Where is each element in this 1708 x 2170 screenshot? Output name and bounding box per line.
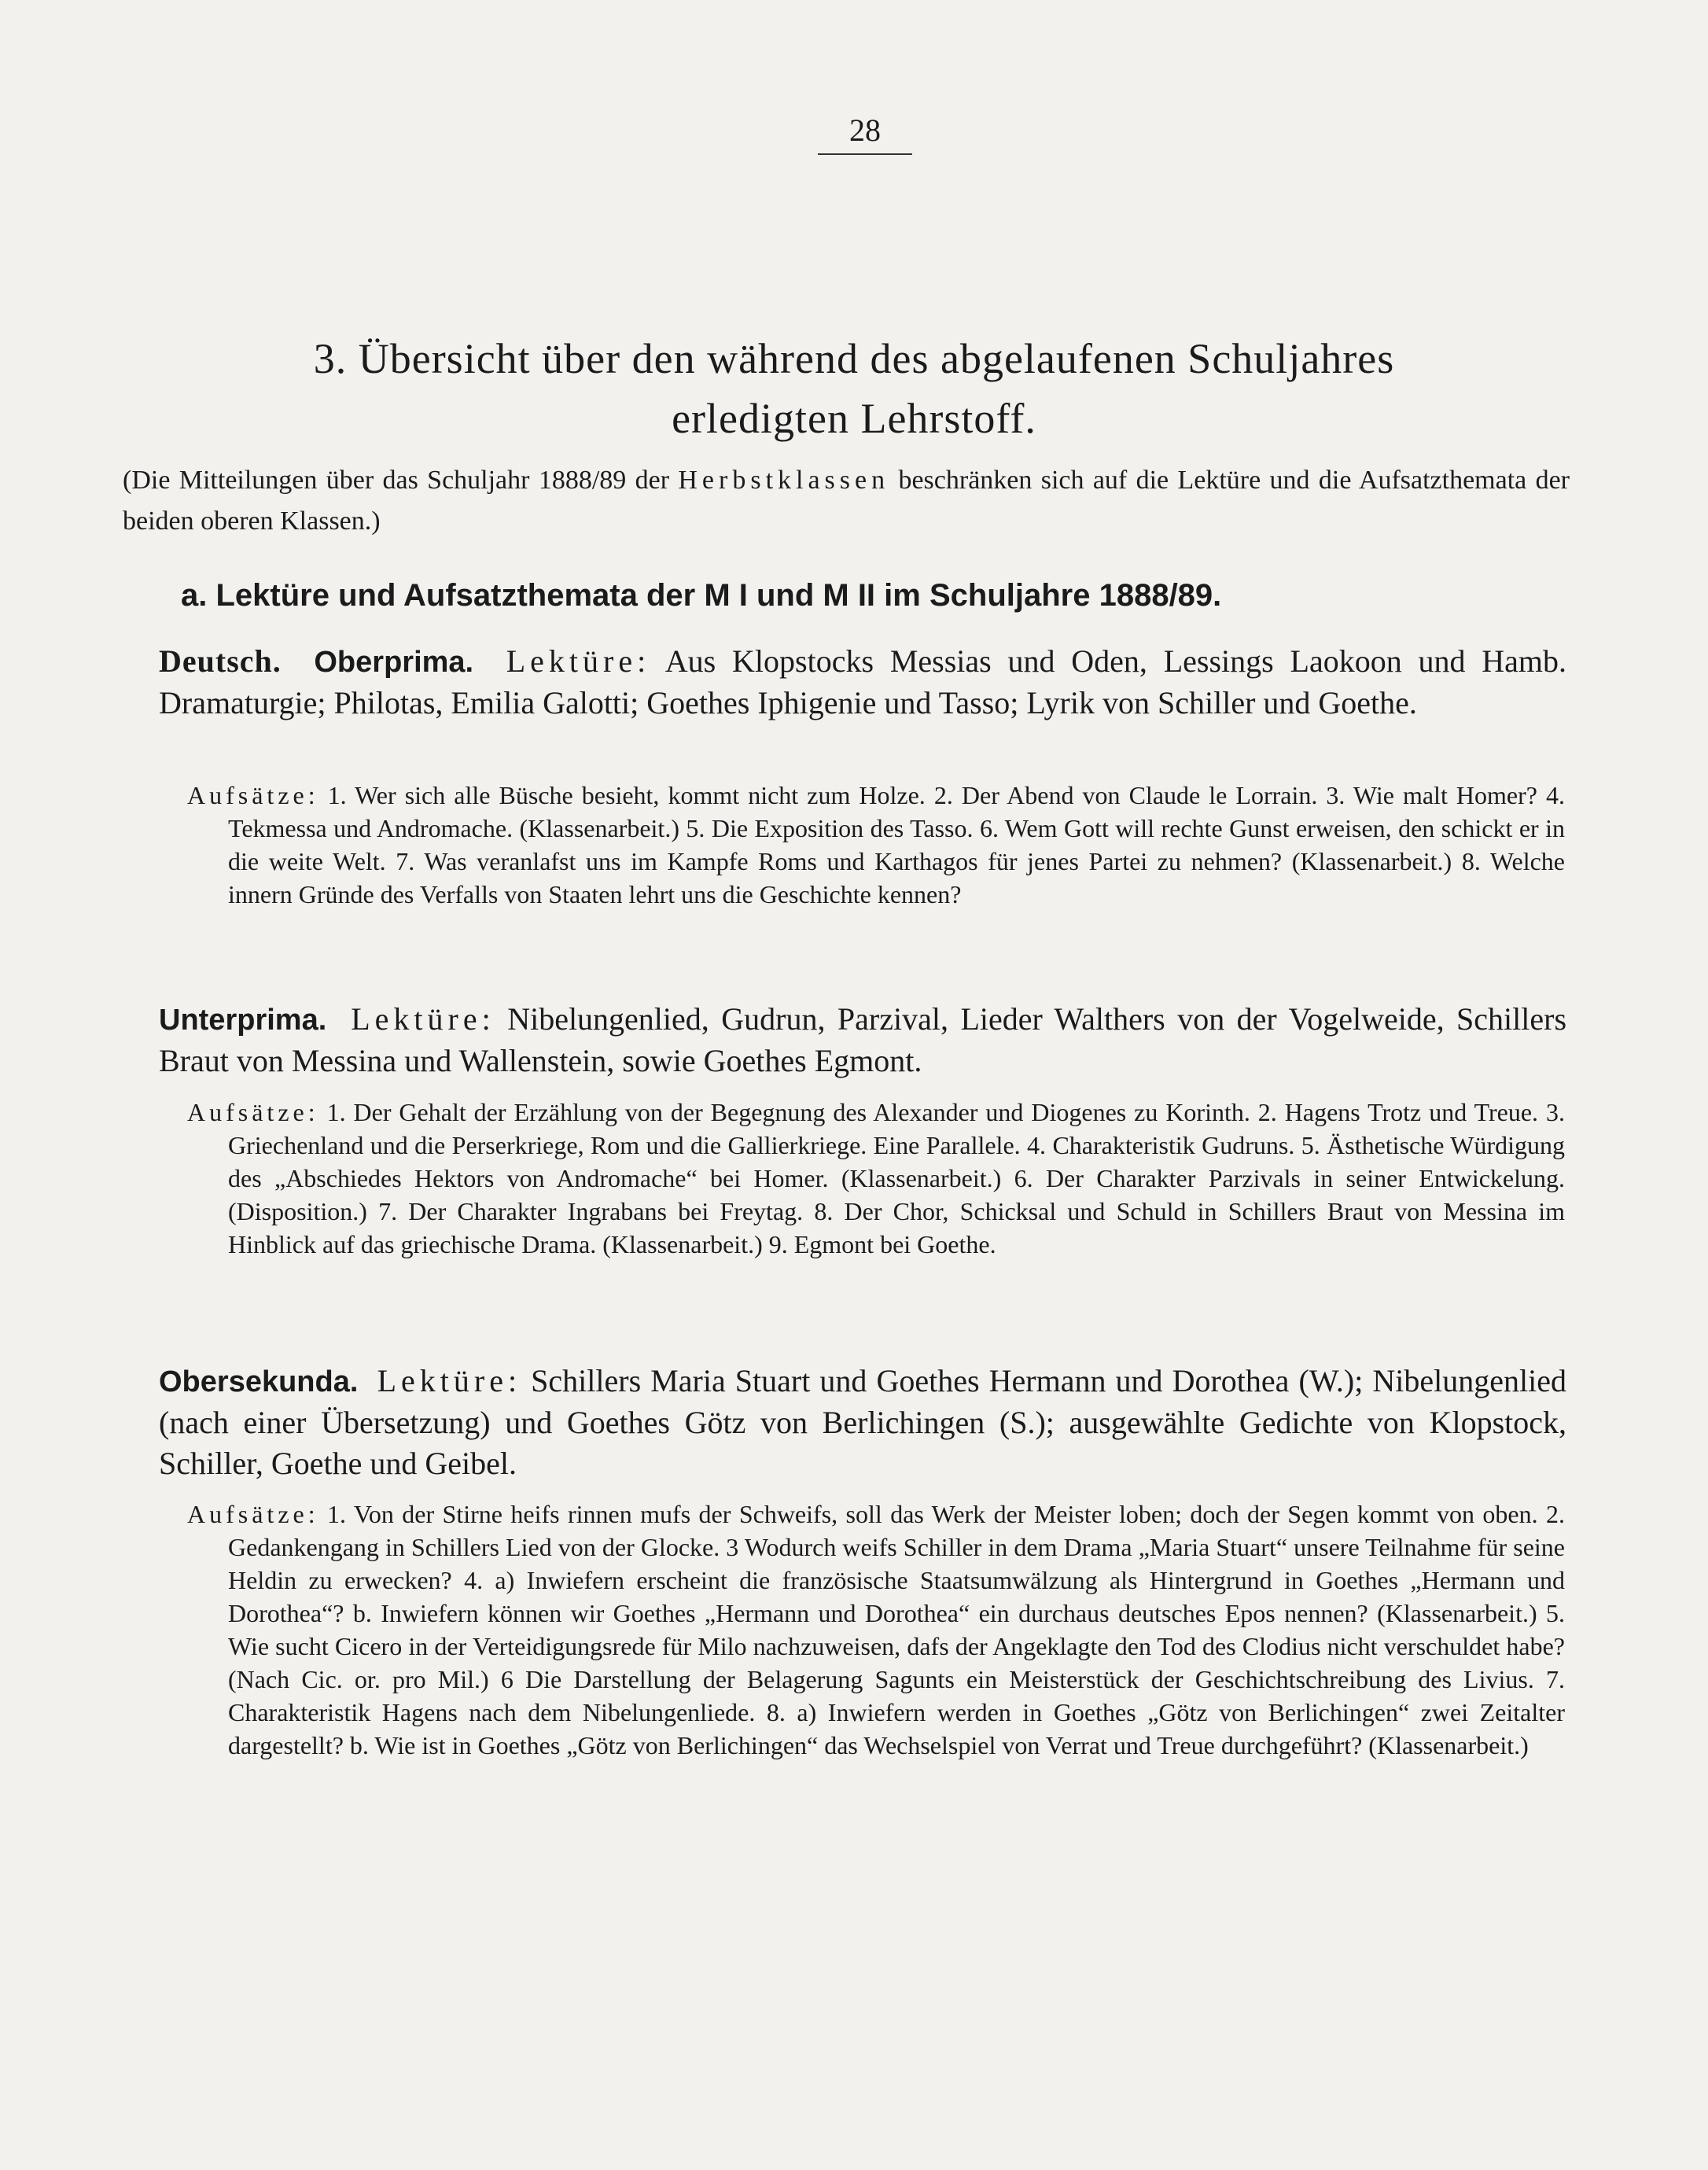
unterprima-lektuere: [159, 999, 1566, 1081]
lektuere-label: Lektüre:: [506, 643, 651, 679]
lektuere-text: Nibelungenlied, Gudrun, Parzival, Lieder Walthers von der Vogelweide, Schillers Braut von Messina und Wallenstein, sowie Goethes Egmont.: [159, 1001, 1567, 1078]
aufsaetze-label: Aufsätze:: [187, 1098, 319, 1126]
lektuere-label: Lektüre:: [351, 1001, 495, 1037]
obersekunda-lektuere: [159, 1361, 1566, 1484]
note-text-spaced: Herbstklassen: [678, 466, 890, 495]
unterprima-aufsaetze: [187, 1096, 1565, 1261]
section-title-line-2: erledigten Lehrstoff.: [672, 395, 1036, 442]
note-text-open: (Die Mitteilungen über das Schuljahr 1888/89 der: [123, 466, 670, 495]
aufsaetze-text: 1. Wer sich alle Büsche besieht, kommt nicht zum Holze. 2. Der Abend von Claude le Lorrain. 3. Wie malt Homer? 4. Tekmessa und Andromache. (Klassenarbeit.) 5. Die Exposition des Tasso. 6. Wem Gott will rechte Gunst erweisen, den schickt er in die weite Welt. 7. Was veranlafst uns im Kampfe Roms und Karthagos für jenes Partei zu nehmen? (Klassenarbeit.) 8. Welche innern Gründe des Verfalls von Staaten lehrt uns die Geschichte kennen?: [228, 781, 1566, 908]
aufsaetze-text: 1. Der Gehalt der Erzählung von der Begegnung des Alexander und Diogenes zu Korinth. 2. Hagens Trotz und Treue. 3. Griechenland und die Perserkriege, Rom und die Gallierkriege. Eine Parallele. 4. Charakteristik Gudruns. 5. Ästhetische Würdigung des „Abschiedes Hektors von Andromache“ bei Homer. (Klassenarbeit.) 6. Der Charakter Parzivals in seiner Entwickelung. (Disposition.) 7. Der Charakter Ingrabans bei Freytag. 8. Der Chor, Schicksal und Schuld in Schillers Braut von Messina im Hinblick auf das griechische Drama. (Klassenarbeit.) 9. Egmont bei Goethe.: [228, 1098, 1566, 1258]
class-name-obersekunda: Obersekunda.: [159, 1365, 359, 1398]
oberprima-aufsaetze: [187, 779, 1565, 911]
page-number: 28: [818, 112, 912, 155]
obersekunda-aufsaetze: [187, 1498, 1565, 1762]
lektuere-text: Schillers Maria Stuart und Goethes Hermann und Dorothea (W.); Nibelungenlied (nach einer Übersetzung) und Goethes Götz von Berlichingen (S.); ausgewählte Gedichte von Klopstock, Schiller, Goethe und Geibel.: [159, 1363, 1567, 1481]
oberprima-lektuere: [159, 641, 1566, 724]
subject-label: Deutsch.: [159, 643, 282, 679]
aufsaetze-text: 1. Von der Stirne heifs rinnen mufs der Schweifs, soll das Werk der Meister loben; doch der Segen kommt von oben. 2. Gedankengang in Schillers Lied von der Glocke. 3 Wodurch weifs Schiller in dem Drama „Maria Stuart“ unsere Teilnahme für seine Heldin zu erwecken? 4. a) Inwiefern erscheint die französische Staatsumwälzung als Hintergrund in Goethes „Hermann und Dorothea“? b. Inwiefern können wir Goethes „Hermann und Dorothea“ ein durchaus deutsches Epos nennen? (Klassenarbeit.) 5. Wie sucht Cicero in der Verteidigungsrede für Milo nachzuweisen, dafs der Angeklagte den Tod des Clodius nicht verschuldet habe? (Nach Cic. or. pro Mil.) 6 Die Darstellung der Belagerung Sagunts ein Meisterstück der Geschichtschreibung des Livius. 7. Charakteristik Hagens nach dem Nibelungenliede. 8. a) Inwiefern werden in Goethes „Götz von Berlichingen“ zwei Zeitalter dargestellt? b. Wie ist in Goethes „Götz von Berlichingen“ das Wechselspiel von Verrat und Treue durchgeführt? (Klassenarbeit.): [228, 1500, 1566, 1759]
lektuere-label: Lektüre:: [377, 1363, 522, 1398]
class-name-unterprima: Unterprima.: [159, 1004, 327, 1037]
introductory-note: [123, 460, 1570, 542]
lektuere-text: Aus Klopstocks Messias und Oden, Lessings Laokoon und Hamb. Dramaturgie; Philotas, Emilia Galotti; Goethes Iphigenie und Tasso; Lyrik von Schiller und Goethe.: [159, 643, 1567, 720]
section-title: [157, 329, 1551, 448]
subsection-heading: a. Lektüre und Aufsatzthemata der M I und M II im Schuljahre 1888/89.: [181, 578, 1222, 613]
class-name-oberprima: Oberprima.: [314, 646, 474, 679]
aufsaetze-label: Aufsätze:: [187, 781, 319, 809]
note-text-close: beschränken sich auf die Lektüre und die Aufsatzthemata der beiden oberen Klassen.): [123, 466, 1570, 536]
section-title-line-1: 3. Übersicht über den während des abgelaufenen Schuljahres: [313, 335, 1395, 382]
aufsaetze-label: Aufsätze:: [187, 1500, 319, 1528]
